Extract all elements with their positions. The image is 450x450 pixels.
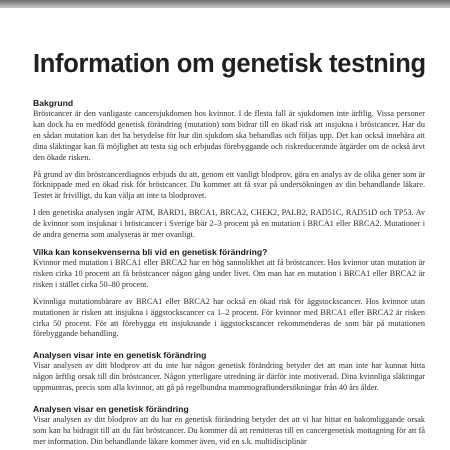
section-konsekvenser [33,247,425,340]
paragraph: Kvinnliga mutationsbärare av BRCA1 eller BRCA2 har också en ökad risk för äggstockscancer. Hos kvinnor utan mutationen är risken att insjukna i äggstockscancer ca 1–2 procent. För kvinnor med BRCA1 eller BRCA2 är risken cirka 50 procent. För att förebygga ett insjuknande i äggstockscancer rekommenderas de som bär på mutationen förebyggande behandling. [33,296,425,339]
section-forandring [33,404,425,448]
document-title: Information om genetisk testning [33,50,426,78]
top-divider [0,0,450,8]
paragraph: Kvinnor med mutation i BRCA1 eller BRCA2 har en hög sannolikhet att få bröstcancer. Hos kvinnor utan mutation är risken cirka 10 procent att få bröstcancer någon gång under livet. Om man har en mutation i BRCA1 eller BRCA2 är risken i stället cirka 50–80 procent. [33,257,425,289]
section-heading: Vilka kan konsekvenserna bli vid en genetisk förändring? [33,246,268,257]
section-ingen-forandring [33,350,425,394]
section-heading: Analysen visar inte en genetisk förändring [33,350,207,361]
paragraph: I den genetiska analysen ingår ATM, BARD1, BRCA1, BRCA2, CHEK2, PALB2, RAD51C, RAD51D och TP53. Av de kvinnor som insjuknar i bröstcancer i Sverige bär 2–3 procent på en mutation i BRCA1 eller BRCA2. Mutationer i de andra generna som analyseras är mer ovanligt. [33,208,425,240]
paragraph: Visar analysen av ditt blodprov att du har en genetisk förändring betyder det att vi har hittat en bakomliggande orsak som kan ha bidragit till att du fått bröstcancer. Du kommer då att remitteras till en cancergenetisk mottagning för att få mer information. Din behandlande läkare kommer även, vid en s.k. multidisciplinär [33,415,425,446]
section-bakgrund [33,98,425,241]
paragraph: På grund av din bröstcancerdiagnos erbjuds du att, genom ett vanligt blodprov, göra en analys av de olika gener som är förknippade med en ökad risk för bröstcancer. Du kommer att få svar på undersökningen av din behandlande läkare. Testet är frivilligt, du kan välja att inte ta blodprovet. [33,169,425,201]
document-body [33,98,425,448]
section-heading: Bakgrund [33,98,74,108]
section-heading: Analysen visar en genetisk förändring [33,404,189,415]
paragraph: Bröstcancer är den vanligaste cancersjukdomen hos kvinnor. I de flesta fall är sjukdomen inte ärftlig. Vissa personer kan dock ha en medfödd genetisk förändring (mutation) som bidrar till en ökad risk att insjukna i bröstcancer. Har du en sådan mutation kan det ha betydelse för hur din sjukdom ska behandlas och följas upp. Det kan också innebära att dina släktingar kan få möjlighet att testa sig och erbjudas förebyggande och riskreducerande åtgärder om de också ärvt den ökade risken. [33,109,425,162]
paragraph: Visar analysen av ditt blodprov att du inte har någon genetisk förändring betyder det att man inte har kunnat hitta någon ärftlig orsak till din bröstcancer. Någon ytterligare utredning är därför inte motiverad. Dina kvinnliga släktingar uppmuntras, precis som alla kvinnor, att gå på regelbundna mammografiundersökningar från 40 års ålder. [33,361,425,393]
